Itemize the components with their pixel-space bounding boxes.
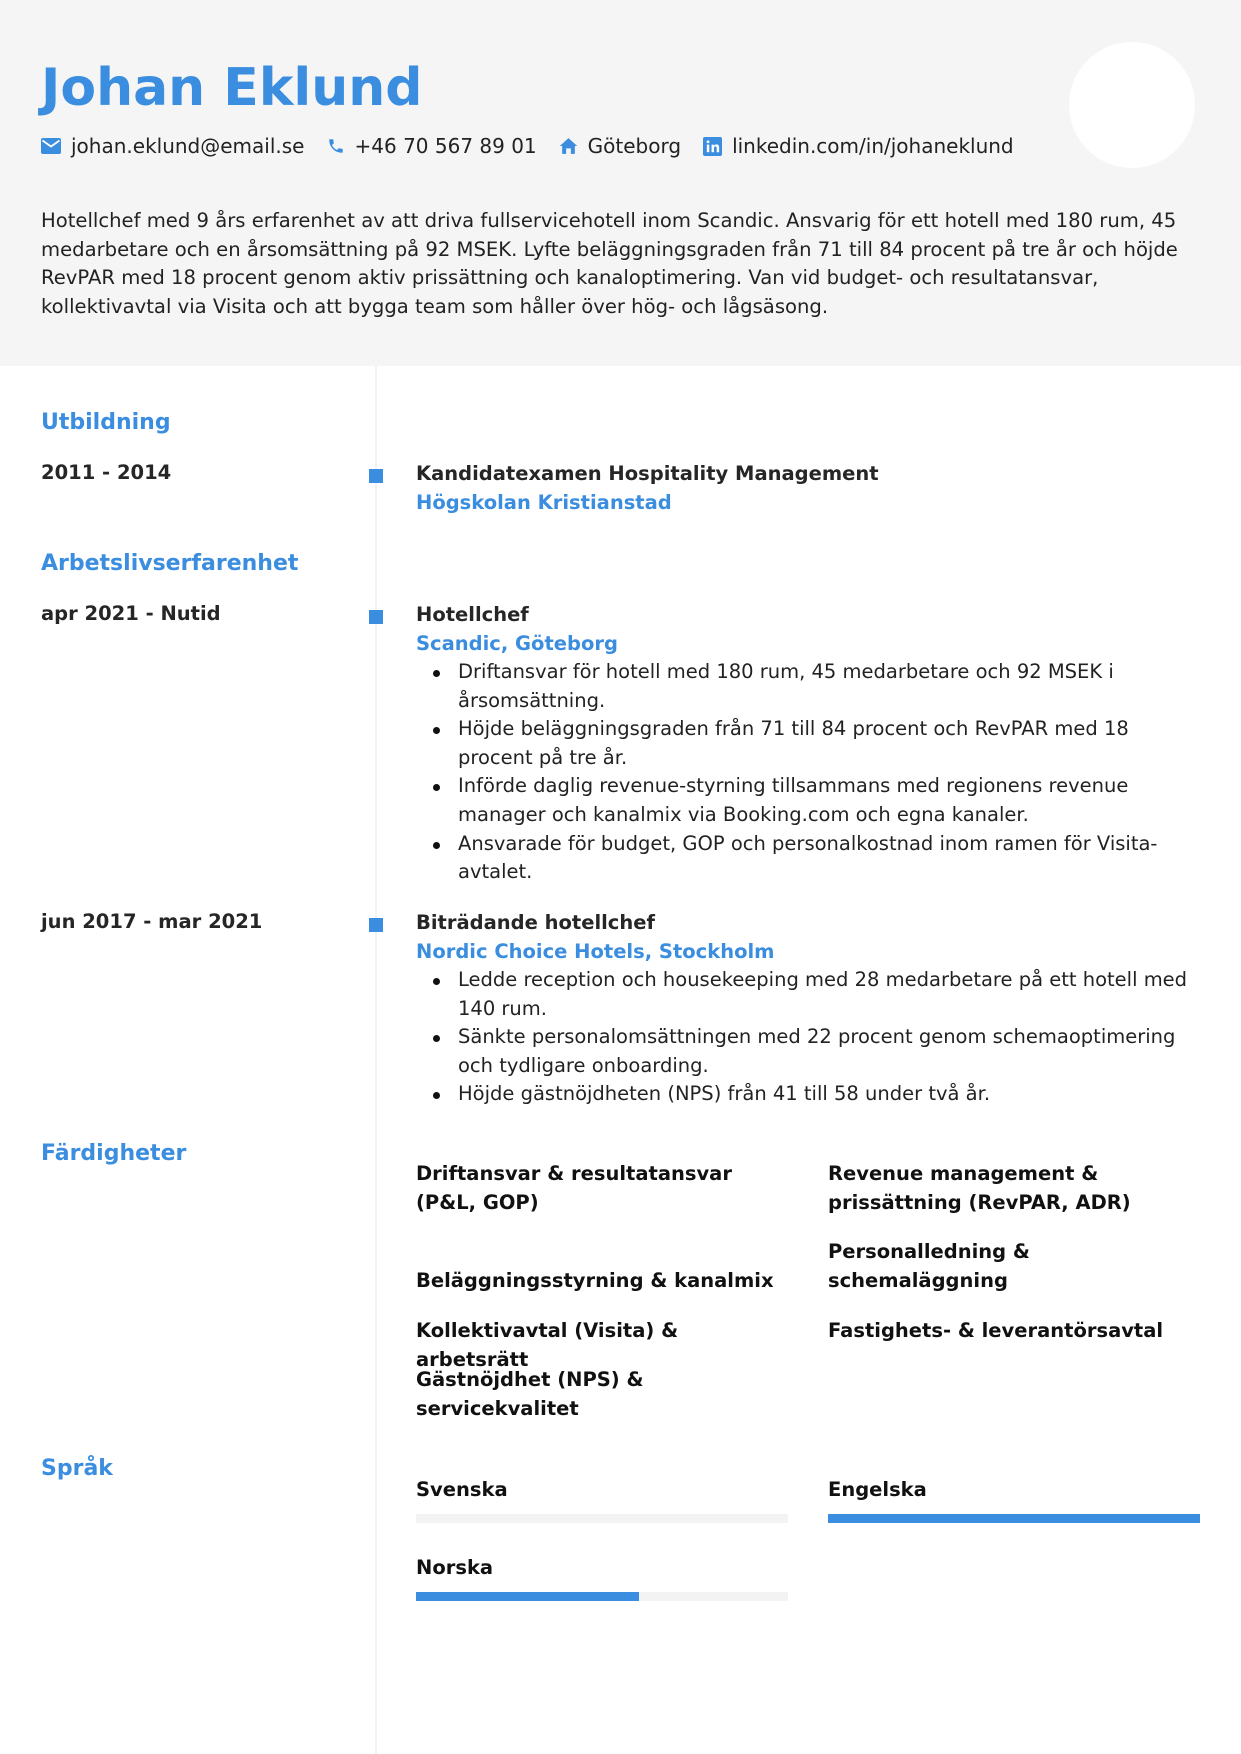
skill-item: Beläggningsstyrning & kanalmix — [416, 1269, 774, 1292]
language-level-bar — [828, 1514, 1200, 1523]
language-level-bar — [416, 1592, 788, 1601]
employer-name: Nordic Choice Hotels, Stockholm — [416, 940, 775, 963]
skill-item: Personalledning & schemaläggning — [828, 1240, 1030, 1292]
timeline-marker — [369, 469, 383, 483]
language-level-bar — [416, 1514, 788, 1523]
mail-icon — [41, 138, 61, 154]
phone-text: +46 70 567 89 01 — [354, 134, 537, 158]
linkedin-text: linkedin.com/in/johaneklund — [732, 134, 1014, 158]
experience-entry — [416, 908, 1206, 1109]
contact-linkedin[interactable] — [703, 134, 1014, 158]
skill-item: Driftansvar & resultatansvar (P&L, GOP) — [416, 1162, 732, 1214]
contact-row — [41, 134, 1036, 158]
linkedin-icon — [703, 137, 722, 156]
profile-photo — [1069, 42, 1195, 168]
timeline-marker — [369, 610, 383, 624]
contact-location — [559, 134, 681, 158]
list-item: Ansvarade för budget, GOP och personalkostnad inom ramen för Visita-avtalet. — [416, 830, 1206, 887]
language-level-fill — [828, 1514, 1200, 1523]
list-item: Införde daglig revenue-styrning tillsammans med regionens revenue manager och kanalmix via Booking.com och egna kanaler. — [416, 772, 1206, 829]
experience-date: apr 2021 - Nutid — [41, 602, 221, 625]
achievement-list — [416, 966, 1206, 1109]
list-item: Höjde gästnöjdheten (NPS) från 41 till 58 under två år. — [416, 1080, 1206, 1109]
skill-item: Gästnöjdhet (NPS) & servicekvalitet — [416, 1368, 644, 1420]
location-text: Göteborg — [587, 134, 682, 158]
experience-date: jun 2017 - mar 2021 — [41, 910, 263, 933]
list-item: Höjde beläggningsgraden från 71 till 84 procent och RevPAR med 18 procent på tre år. — [416, 715, 1206, 772]
email-text: johan.eklund@email.se — [71, 134, 305, 158]
job-title: Hotellchef — [416, 603, 529, 626]
contact-phone[interactable] — [327, 134, 537, 158]
header — [0, 0, 1241, 366]
list-item: Driftansvar för hotell med 180 rum, 45 medarbetare och 92 MSEK i årsomsättning. — [416, 658, 1206, 715]
language-level-fill — [416, 1592, 639, 1601]
language-name: Norska — [416, 1556, 494, 1579]
contact-email[interactable] — [41, 134, 305, 158]
section-title-education: Utbildning — [41, 410, 171, 435]
timeline-divider — [375, 366, 377, 1754]
language-name: Svenska — [416, 1478, 508, 1501]
candidate-name: Johan Eklund — [41, 58, 423, 118]
skill-item: Kollektivavtal (Visita) & arbetsrätt — [416, 1319, 679, 1371]
home-icon — [559, 137, 578, 155]
skill-item: Revenue management & prissättning (RevPAR, ADR) — [828, 1162, 1131, 1214]
achievement-list — [416, 658, 1206, 887]
employer-name: Scandic, Göteborg — [416, 632, 618, 655]
profile-summary: Hotellchef med 9 års erfarenhet av att driva fullservicehotell inom Scandic. Ansvarig för ett hotell med 180 rum, 45 medarbetare och en årsomsättning på 92 MSEK. Lyfte beläggningsgraden från 71 till 84 procent på tre år och höjde RevPAR med 18 procent genom aktiv prissättning och kanaloptimering. Van vid budget- och resultatansvar, kollektivavtal via Visita och att bygga team som håller över hög- och lågsäsong. — [41, 209, 1178, 318]
school-name: Högskolan Kristianstad — [416, 491, 672, 514]
education-entry — [416, 459, 1206, 517]
degree-title: Kandidatexamen Hospitality Management — [416, 462, 879, 485]
education-date: 2011 - 2014 — [41, 461, 172, 484]
skill-item: Fastighets- & leverantörsavtal — [828, 1319, 1164, 1342]
section-title-experience: Arbetslivserfarenhet — [41, 551, 299, 576]
timeline-marker — [369, 918, 383, 932]
list-item: Ledde reception och housekeeping med 28 medarbetare på ett hotell med 140 rum. — [416, 966, 1206, 1023]
experience-entry — [416, 600, 1206, 887]
list-item: Sänkte personalomsättningen med 22 procent genom schemaoptimering och tydligare onboarding. — [416, 1023, 1206, 1080]
phone-icon — [327, 137, 345, 155]
section-title-languages: Språk — [41, 1456, 113, 1481]
section-title-skills: Färdigheter — [41, 1141, 187, 1166]
job-title: Biträdande hotellchef — [416, 911, 655, 934]
language-name: Engelska — [828, 1478, 927, 1501]
